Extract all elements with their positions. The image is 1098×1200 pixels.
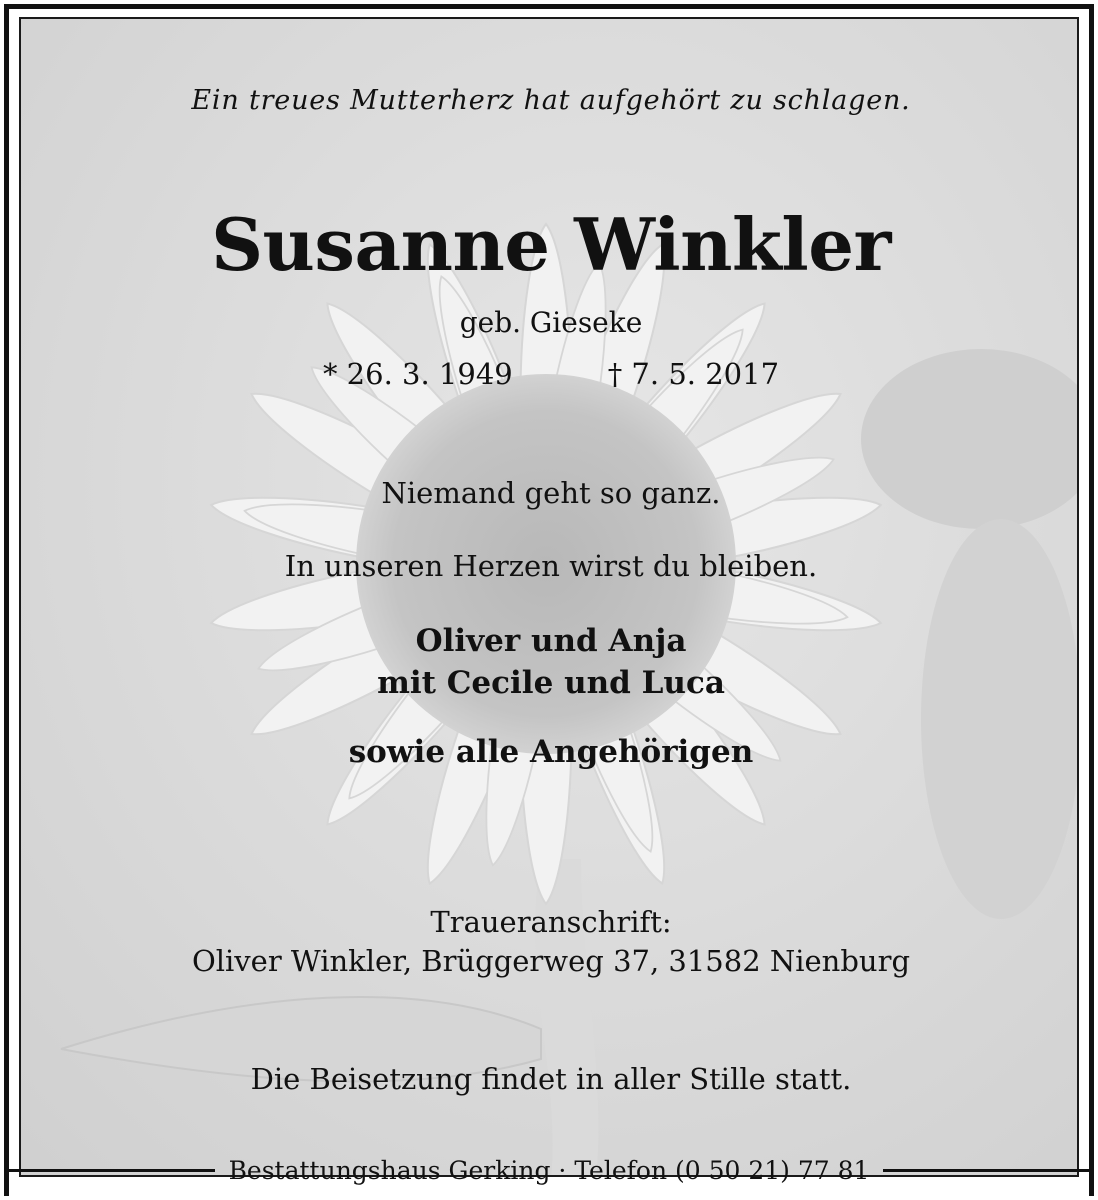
notice-panel [19, 17, 1079, 1177]
quote-line-2: In unseren Herzen wirst du bleiben. [284, 549, 818, 583]
birth-date: * 26. 3. 1949 [322, 357, 513, 391]
address-label: Traueranschrift: [430, 905, 672, 939]
footer-bar [0, 1150, 1098, 1190]
life-dates [21, 357, 1079, 391]
mourning-address: Oliver Winkler, Brüggerweg 37, 31582 Nienburg [191, 944, 911, 978]
deceased-name: Susanne Winkler [211, 202, 891, 287]
burial-note: Die Beisetzung findet in aller Stille statt. [250, 1062, 852, 1096]
family-line-3: sowie alle Angehörigen [348, 734, 754, 770]
family-line-2: mit Cecile und Luca [377, 665, 725, 701]
motto-line: Ein treues Mutterherz hat aufgehört zu schlagen. [191, 85, 911, 116]
footer-rule-left [4, 1169, 215, 1172]
footer-rule-right [883, 1169, 1094, 1172]
family-line-1: Oliver und Anja [415, 623, 687, 659]
funeral-home-contact: Bestattungshaus Gerking · Telefon (0 50 21) 77 81 [228, 1155, 870, 1185]
sunflower-background-image [21, 19, 1079, 1177]
maiden-name: geb. Gieseke [459, 306, 643, 339]
quote-line-1: Niemand geht so ganz. [381, 476, 721, 510]
death-date: † 7. 5. 2017 [607, 357, 780, 391]
